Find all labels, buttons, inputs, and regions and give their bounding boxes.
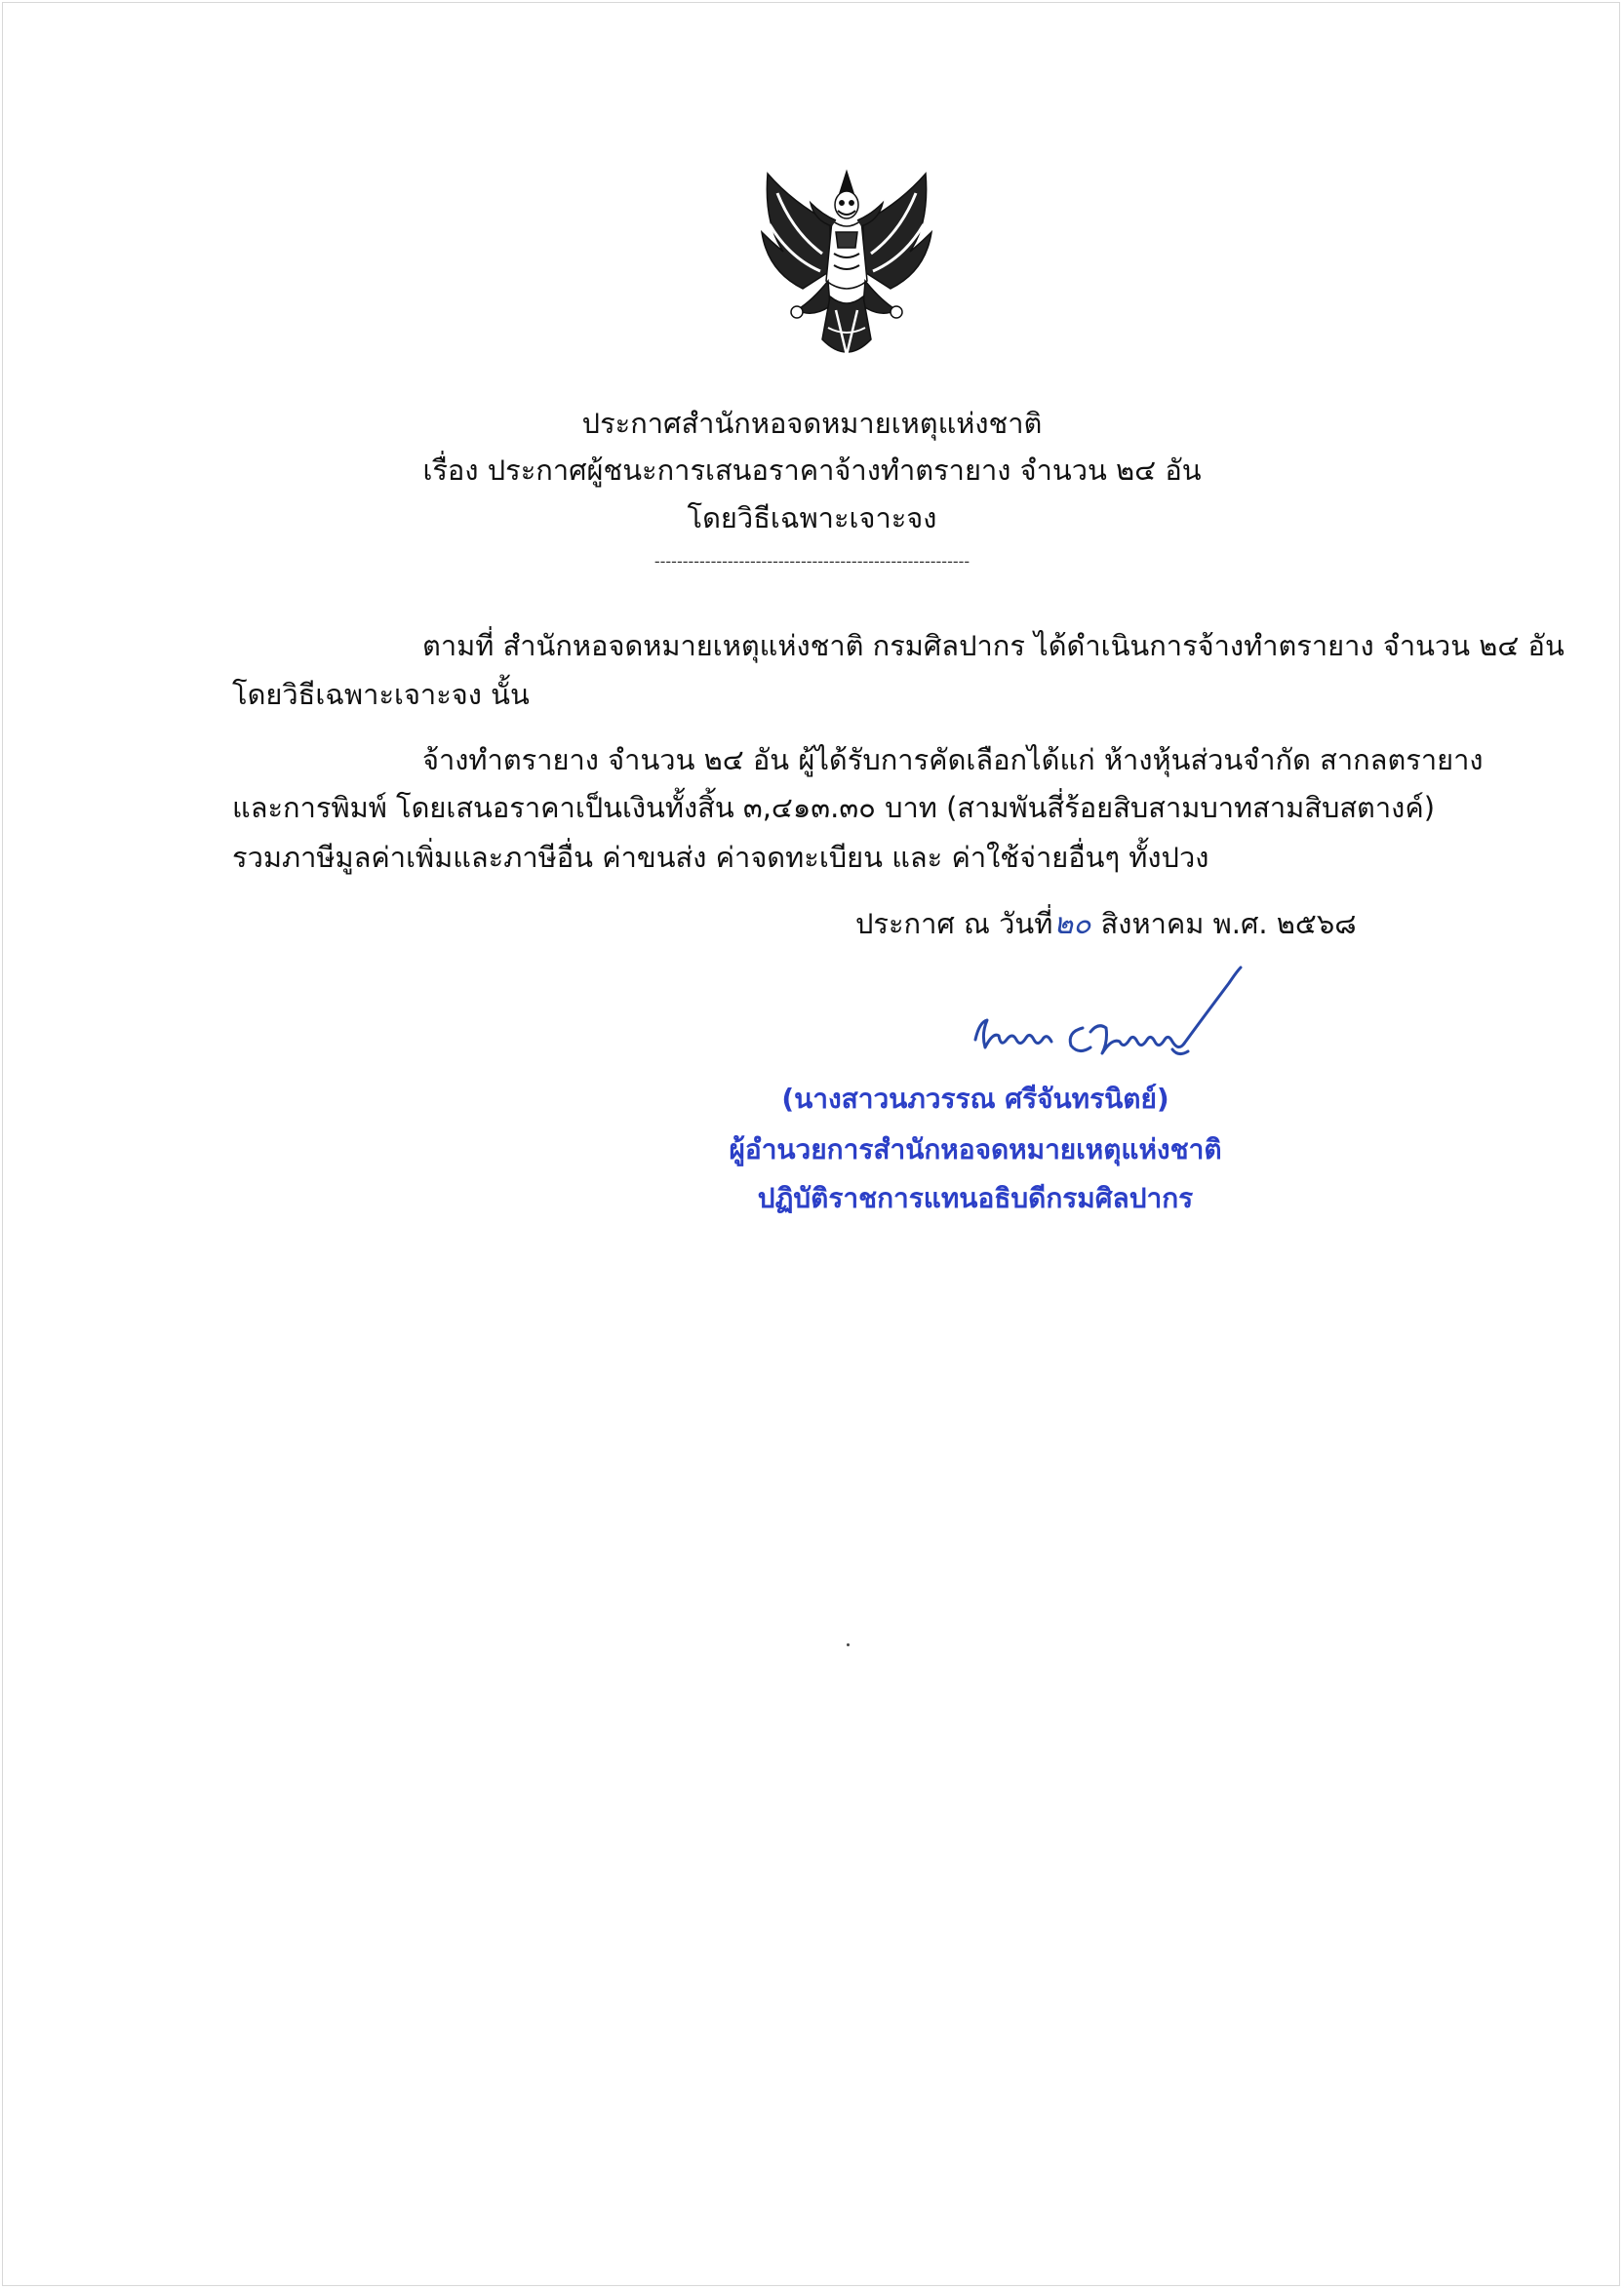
paragraph-1-line-2: โดยวิธีเฉพาะเจาะจง นั้น (232, 678, 530, 711)
handwritten-signature (966, 964, 1268, 1071)
title-separator: -------------------------------------------------------- (654, 552, 970, 571)
announcement-subject: เรื่อง ประกาศผู้ชนะการเสนอราคาจ้างทำตรายาง จำนวน ๒๔ อัน (422, 454, 1202, 487)
announcement-date-suffix: สิงหาคม พ.ศ. ๒๕๖๘ (1100, 907, 1357, 940)
paragraph-2-line-3: รวมภาษีมูลค่าเพิ่มและภาษีอื่น ค่าขนส่ง ค่าจดทะเบียน และ ค่าใช้จ่ายอื่นๆ ทั้งปวง (232, 841, 1209, 874)
scan-speck (847, 1643, 850, 1646)
signatory-name: (นางสาวนภวรรณ ศรีจันทรนิตย์) (781, 1083, 1169, 1115)
announcement-date-prefix: ประกาศ ณ วันที่ (855, 907, 1053, 940)
paragraph-1-line-1: ตามที่ สำนักหอจดหมายเหตุแห่งชาติ กรมศิลปากร ได้ดำเนินการจ้างทำตรายาง จำนวน ๒๔ อัน (422, 629, 1565, 662)
paragraph-2-line-2: และการพิมพ์ โดยเสนอราคาเป็นเงินทั้งสิ้น ๓,๔๑๓.๓๐ บาท (สามพันสี่ร้อยสิบสามบาทสามสิบสตางค์) (232, 791, 1436, 824)
announcement-day-handwritten: ๒๐ (1053, 907, 1091, 941)
announcement-title: ประกาศสำนักหอจดหมายเหตุแห่งชาติ (581, 407, 1043, 440)
signatory-position: ผู้อำนวยการสำนักหอจดหมายเหตุแห่งชาติ (729, 1133, 1222, 1165)
signatory-acting-position: ปฏิบัติราชการแทนอธิบดีกรมศิลปากร (757, 1182, 1194, 1214)
announcement-method: โดยวิธีเฉพาะเจาะจง (687, 501, 937, 534)
garuda-emblem-icon (754, 164, 939, 365)
announcement-date (855, 900, 1357, 948)
paragraph-2-line-1: จ้างทำตรายาง จำนวน ๒๔ อัน ผู้ได้รับการคัดเลือกได้แก่ ห้างหุ้นส่วนจำกัด สากลตรายาง (422, 743, 1484, 776)
